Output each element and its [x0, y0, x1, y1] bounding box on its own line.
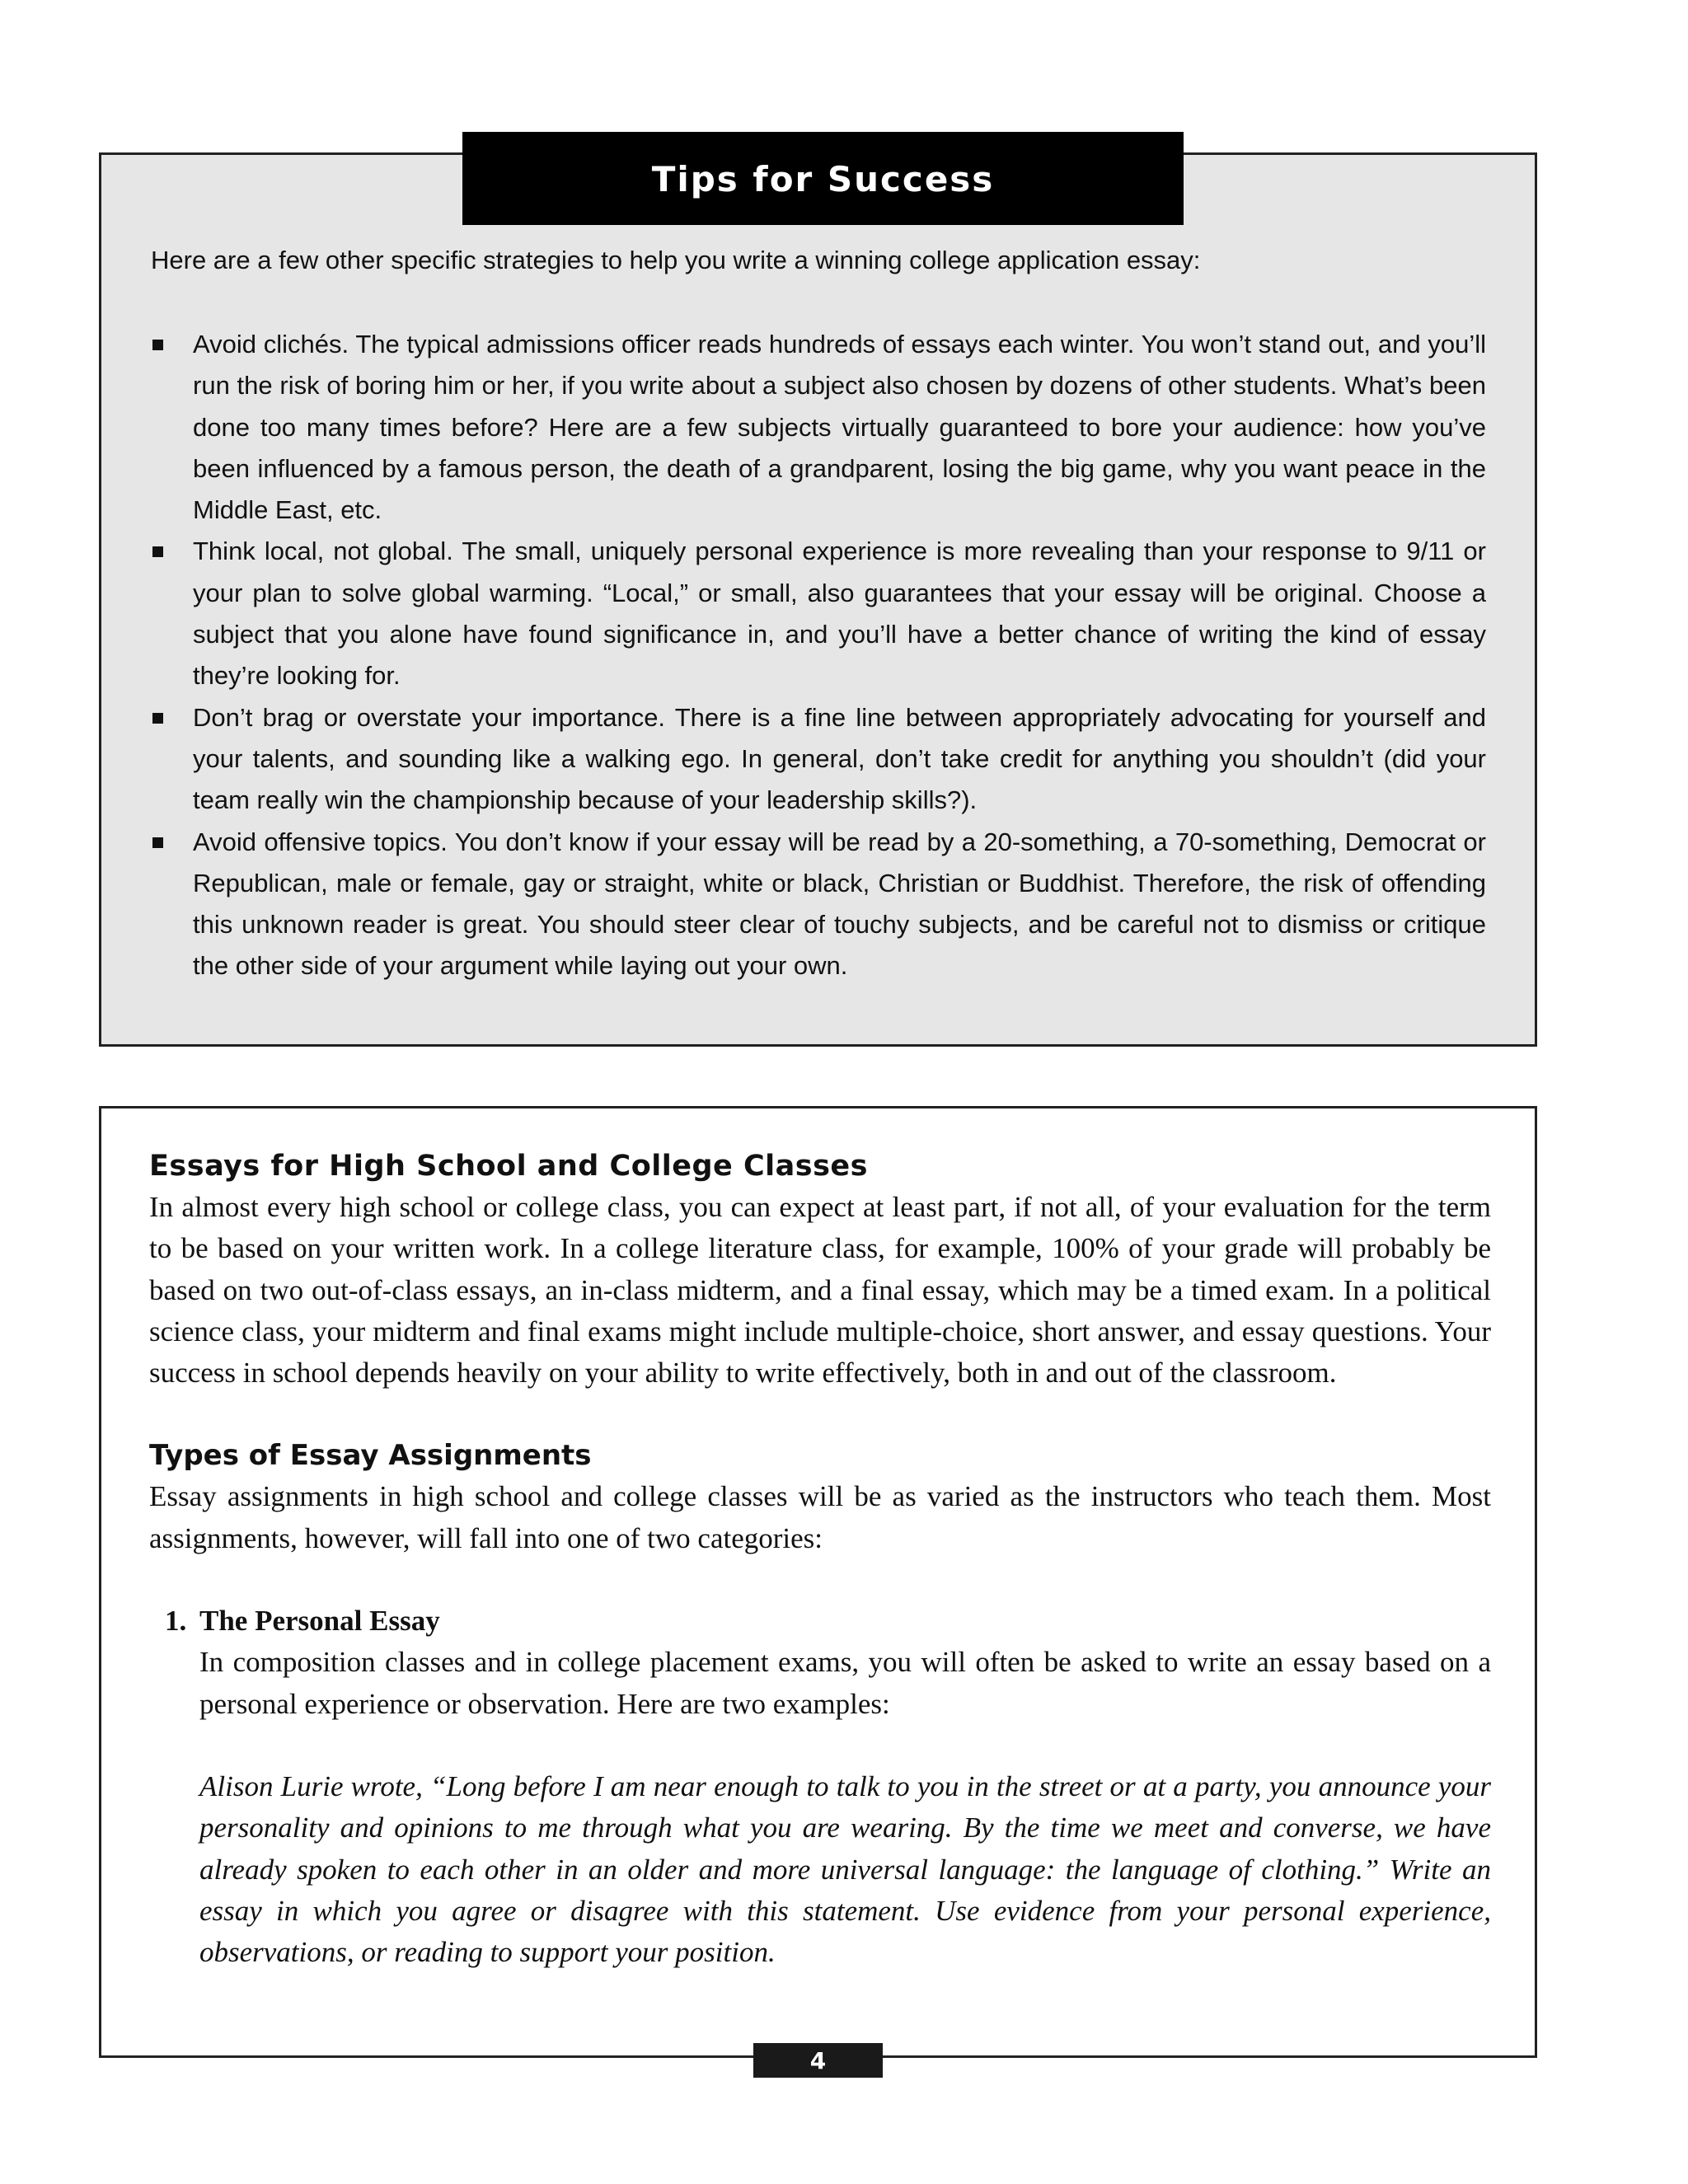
list-item — [151, 822, 1486, 987]
tips-intro: Here are a few other specific strategies to help you write a winning college application essay: — [151, 246, 1201, 274]
page-number: 4 — [753, 2043, 883, 2078]
square-bullet-icon — [152, 340, 163, 350]
tips-list — [151, 324, 1486, 987]
list-item-text: Don’t brag or overstate your importance. There is a fine line between appropriately advocating for yourself and your talents, and sounding like a walking ego. In general, don’t take credit for anything you shouldn’t (did your team really win the championship because of your leadership skills?). — [193, 702, 1486, 815]
item-title: The Personal Essay — [199, 1605, 440, 1638]
example-prompt: Alison Lurie wrote, “Long before I am near enough to talk to you in the street or at a party, you announce your personality and opinions to me through what you are wearing. By the time we meet and converse, we have already spoken to each other in an older and more universal language: the language of clothing.” Write an essay in which you agree or disagree with this statement. Use evidence from your personal experience, observations, or reading to support your position. — [199, 1769, 1491, 1969]
list-item — [151, 324, 1486, 531]
list-item-text: Avoid offensive topics. You don’t know if your essay will be read by a 20-something, a 70-something, Democrat or Republican, male or female, gay or straight, white or black, Christian or Buddhist. Therefore, the risk of offending this unknown reader is great. You should steer clear of touchy subjects, and be careful not to dismiss or critique the other side of your argument while laying out your own. — [193, 827, 1486, 981]
essays-content — [149, 1146, 1491, 1973]
item-body: In composition classes and in college placement exams, you will often be asked to write an essay based on a personal experience or observation. Here are two examples: — [199, 1646, 1491, 1720]
item-number: 1. — [165, 1605, 187, 1638]
section-heading-essays: Essays for High School and College Classes — [149, 1150, 869, 1183]
essays-paragraph: In almost every high school or college class, you can expect at least part, if not all, of your evaluation for the term to be based on your written work. In a college literature class, for example, 100% of your grade will probably be based on two out-of-class essays, an in-class midterm, and a final essay, which may be a timed exam. In a political science class, your midterm and final exams might include multiple-choice, short answer, and essay questions. Your success in school depends heavily on your ability to write effectively, both in and out of the classroom. — [149, 1191, 1491, 1390]
section-heading-types: Types of Essay Assignments — [149, 1439, 592, 1473]
square-bullet-icon — [152, 713, 163, 724]
list-item — [151, 697, 1486, 822]
tips-title: Tips for Success — [462, 132, 1184, 225]
types-paragraph: Essay assignments in high school and college classes will be as varied as the instructors who teach them. Most assignments, however, will fall into one of two categories: — [149, 1480, 1491, 1554]
list-item-text: Avoid clichés. The typical admissions officer reads hundreds of essays each winter. You won’t stand out, and you’ll run the risk of boring him or her, if you write about a subject also chosen by dozens of other students. What’s been done too many times before? Here are a few subjects virtually guaranteed to bore your audience: how you’ve been influenced by a famous person, the death of a grandparent, losing the big game, why you want peace in the Middle East, etc. — [193, 330, 1486, 525]
square-bullet-icon — [152, 837, 163, 848]
list-item-text: Think local, not global. The small, uniquely personal experience is more revealing than your response to 9/11 or your plan to solve global warming. “Local,” or small, also guarantees that your essay will be original. Choose a subject that you alone have found significance in, and you’ll have a better chance of writing the kind of essay they’re looking for. — [193, 537, 1486, 691]
list-item — [151, 531, 1486, 696]
square-bullet-icon — [152, 546, 163, 557]
numbered-item-personal-essay — [149, 1601, 1491, 1973]
